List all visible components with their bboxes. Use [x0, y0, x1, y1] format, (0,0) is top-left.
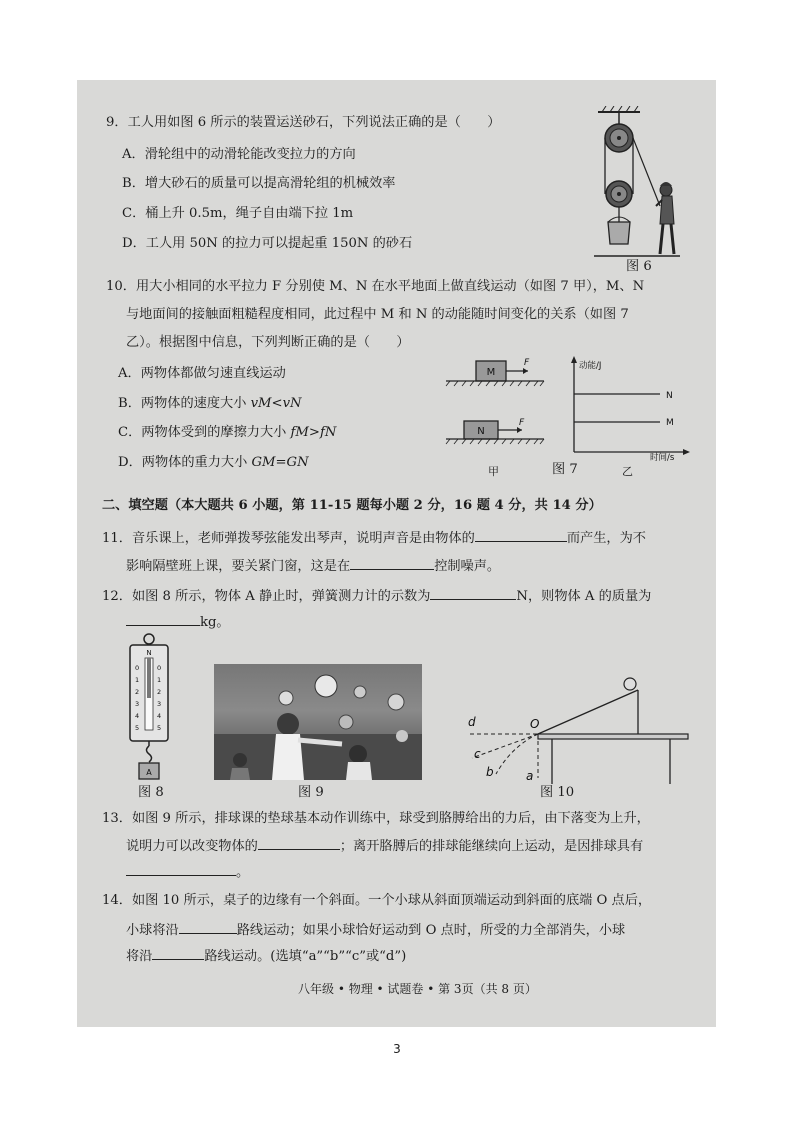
- q12-line2: kg。: [126, 612, 230, 632]
- q11-blank-1[interactable]: [475, 528, 567, 542]
- q9-option-d: D．工人用 50N 的拉力可以提起重 150N 的砂石: [122, 236, 413, 251]
- figure-6-label: 图 6: [626, 259, 652, 274]
- q11-line1: 11．音乐课上，老师弹拨琴弦能发出琴声，说明声音是由物体的 而产生，为不: [102, 528, 646, 548]
- figure-7-yi-label: 乙: [622, 465, 633, 478]
- line-m-label: M: [666, 418, 674, 428]
- scale-mark-3-left: 3: [135, 700, 140, 708]
- paper-footer: 八年级 • 物理 • 试题卷 • 第 3页（共 8 页）: [298, 982, 537, 996]
- scale-mark-5-right: 5: [157, 724, 162, 732]
- path-d-label: d: [468, 715, 476, 729]
- figure-7-jia-label: 甲: [488, 465, 499, 478]
- q10-stem-line2: 与地面间的接触面粗糙程度相同，此过程中 M 和 N 的动能随时间变化的关系（如图 7: [126, 307, 629, 322]
- q13-line1: 13．如图 9 所示，排球课的垫球基本动作训练中，球受到胳膊给出的力后，由下落变为上升，: [102, 811, 650, 826]
- scale-mark-3-right: 3: [157, 700, 162, 708]
- section-2-title: 二、填空题（本大题共 6 小题，第 11-15 题每小题 2 分，16 题 4 分，共 14 分）: [102, 498, 602, 513]
- q13-line2: 说明力可以改变物体的 ；离开胳膊后的排球能继续向上运动，是因排球具有: [126, 836, 643, 856]
- scale-mark-2-right: 2: [157, 688, 162, 696]
- figure-9-volleyball-photo: [214, 664, 422, 780]
- q13-blank-1[interactable]: [258, 836, 340, 850]
- scale-mark-1-right: 1: [157, 676, 162, 684]
- force-f-label-bottom: F: [519, 418, 525, 428]
- path-a-label: a: [526, 769, 534, 783]
- q10-option-a: A．两物体都做匀速直线运动: [118, 366, 286, 381]
- q10-option-d: D．两物体的重力大小 GM=GN: [118, 455, 309, 470]
- scale-mark-2-left: 2: [135, 688, 140, 696]
- q14-line3: 将沿 路线运动。(选填“a”“b”“c”或“d”): [126, 946, 406, 966]
- figure-8-spring-scale: [124, 632, 178, 782]
- q9-option-a: A．滑轮组中的动滑轮能改变拉力的方向: [122, 147, 356, 162]
- figure-6-pulley: [590, 106, 700, 276]
- q10-option-c: C．两物体受到的摩擦力大小 fM>fN: [118, 425, 337, 440]
- q10-stem-line3: 乙）。根据图中信息，下列判断正确的是（ ）: [126, 335, 410, 350]
- point-o-label: O: [530, 717, 540, 731]
- block-n-label: N: [477, 426, 485, 437]
- scale-mark-0-right: 0: [157, 664, 162, 672]
- q13-blank-2[interactable]: [126, 862, 236, 876]
- q14-blank-1[interactable]: [179, 920, 237, 934]
- figure-9-label: 图 9: [298, 785, 324, 800]
- scale-mark-1-left: 1: [135, 676, 140, 684]
- page-number: 3: [393, 1042, 401, 1056]
- q14-blank-2[interactable]: [152, 946, 204, 960]
- q12-line1: 12．如图 8 所示，物体 A 静止时，弹簧测力计的示数为 N，则物体 A 的质量为: [102, 586, 651, 606]
- scale-mark-5-left: 5: [135, 724, 140, 732]
- q10-stem-line1: 10．用大小相同的水平拉力 F 分别使 M、N 在水平地面上做直线运动（如图 7 甲），M、N: [106, 279, 645, 294]
- scale-mark-4-left: 4: [135, 712, 140, 720]
- scale-unit-label: N: [146, 649, 152, 657]
- scale-mark-0-left: 0: [135, 664, 140, 672]
- force-f-label-top: F: [524, 358, 530, 368]
- q10-option-b: B．两物体的速度大小 vM<vN: [118, 396, 302, 411]
- q12-blank-1[interactable]: [430, 586, 516, 600]
- figure-8-label: 图 8: [138, 785, 164, 800]
- figure-10-incline: [460, 668, 692, 784]
- q9-option-c: C．桶上升 0.5m，绳子自由端下拉 1m: [122, 206, 354, 221]
- q12-blank-2[interactable]: [126, 612, 200, 626]
- q14-line2: 小球将沿 路线运动；如果小球恰好运动到 O 点时，所受的力全部消失，小球: [126, 920, 625, 940]
- figure-10-label: 图 10: [540, 785, 575, 800]
- scale-mark-4-right: 4: [157, 712, 162, 720]
- figure-7-label: 图 7: [552, 462, 578, 477]
- block-a-label: A: [146, 768, 152, 777]
- x-axis-label: 时间/s: [650, 453, 675, 462]
- q11-blank-2[interactable]: [350, 556, 434, 570]
- figure-7-energy-graph: [562, 354, 696, 462]
- q9-stem: 9．工人用如图 6 所示的装置运送砂石，下列说法正确的是（ ）: [106, 115, 501, 130]
- path-c-label: c: [474, 747, 481, 761]
- path-b-label: b: [486, 765, 494, 779]
- q9-option-b: B．增大砂石的质量可以提高滑轮组的机械效率: [122, 176, 396, 191]
- y-axis-label: 动能/J: [579, 361, 602, 371]
- line-n-label: N: [666, 391, 673, 401]
- block-m-label: M: [486, 367, 496, 378]
- q14-line1: 14．如图 10 所示，桌子的边缘有一个斜面。一个小球从斜面顶端运动到斜面的底端 O 点后，: [102, 893, 652, 908]
- figure-7-blocks: [444, 355, 554, 450]
- q13-line3: 。: [126, 862, 249, 882]
- q11-line2: 影响隔壁班上课，要关紧门窗，这是在 控制噪声。: [126, 556, 500, 576]
